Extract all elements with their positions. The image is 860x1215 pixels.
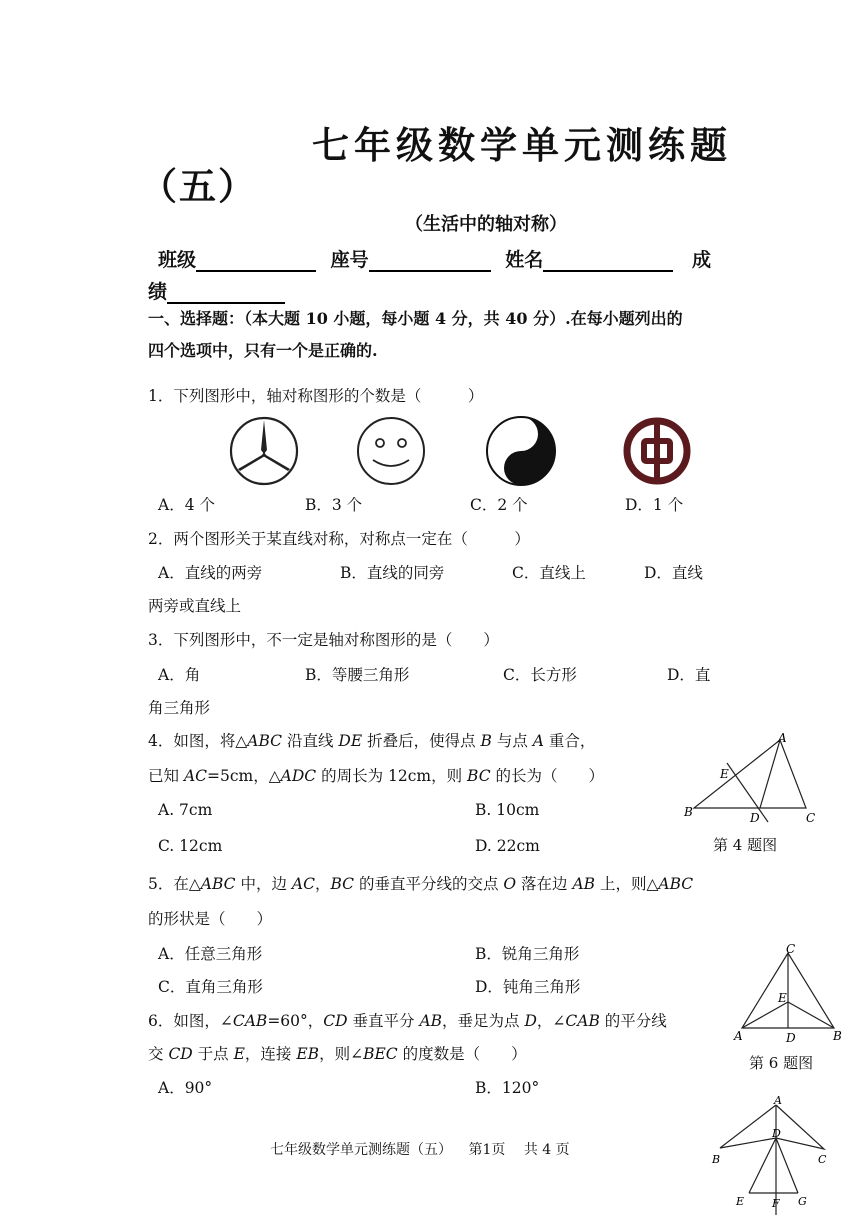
q4-point-d: D	[750, 811, 760, 825]
page-title-suffix: （五）	[140, 164, 257, 208]
q3-option-a[interactable]: A．角	[158, 666, 201, 684]
section-heading-line1: 一、选择题：（本大题 10 小题，每小题 4 分，共 40 分）.在每小题列出的	[148, 309, 683, 328]
score-row	[148, 277, 285, 304]
fig7-point-g: G	[798, 1195, 807, 1208]
name-label: 姓名	[505, 249, 544, 271]
q6-triangle-figure	[732, 940, 844, 1048]
q6-point-a: A	[734, 1029, 743, 1043]
q5-stem-line2: 的形状是（ ）	[148, 910, 273, 928]
q1-option-c[interactable]: C．2 个	[470, 496, 528, 514]
q6-figure-caption: 第 6 题图	[749, 1054, 814, 1072]
section-heading-line2: 四个选项中，只有一个是正确的.	[148, 341, 378, 360]
student-info-row	[158, 245, 673, 272]
q5-option-d[interactable]: D．钝角三角形	[475, 978, 581, 996]
q4-stem-line1: 4．如图，将△ABC 沿直线 DE 折叠后，使得点 B 与点 A 重合，	[148, 732, 596, 750]
q4-option-d[interactable]: D. 22cm	[475, 837, 540, 855]
q2-option-c[interactable]: C．直线上	[512, 564, 586, 582]
q4-option-b[interactable]: B. 10cm	[475, 801, 540, 819]
fig7-point-e: E	[736, 1195, 745, 1208]
q5-stem-line1: 5．在△ABC 中，边 AC，BC 的垂直平分线的交点 O 落在边 AB 上，则△ABC	[148, 875, 694, 893]
q1-option-b[interactable]: B．3 个	[305, 496, 363, 514]
q2-option-d[interactable]: D．直线	[644, 564, 703, 582]
mercedes-logo-icon	[228, 414, 300, 488]
footer-title: 七年级数学单元测练题（五）	[270, 1142, 452, 1158]
fig7-point-f: F	[772, 1197, 780, 1210]
name-blank[interactable]	[543, 250, 673, 272]
fig7-point-c: C	[818, 1153, 827, 1166]
score-label-part1: 成	[692, 249, 712, 271]
q4-point-e: E	[720, 767, 729, 781]
q3-option-b[interactable]: B．等腰三角形	[305, 666, 410, 684]
q7-triangle-figure	[706, 1092, 836, 1215]
q4-option-a[interactable]: A. 7cm	[158, 801, 213, 819]
seat-label: 座号	[330, 249, 369, 271]
q4-point-c: C	[806, 811, 816, 825]
yin-yang-icon	[484, 414, 558, 488]
q1-option-a[interactable]: A．4 个	[158, 496, 215, 514]
smiley-face-icon	[355, 414, 427, 488]
q6-stem-line1: 6．如图，∠CAB=60°，CD 垂直平分 AB，垂足为点 D，∠CAB 的平分线	[148, 1012, 667, 1030]
q6-point-d: D	[786, 1031, 796, 1045]
q3-option-d-continued: 角三角形	[148, 699, 211, 717]
q1-stem: 1．下列图形中，轴对称图形的个数是（ ）	[148, 387, 484, 405]
q6-option-a[interactable]: A．90°	[158, 1079, 213, 1097]
q6-option-b[interactable]: B．120°	[475, 1079, 540, 1097]
q5-option-a[interactable]: A．任意三角形	[158, 945, 263, 963]
q6-point-b: B	[833, 1029, 842, 1043]
q4-stem-line2: 已知 AC=5cm，△ADC 的周长为 12cm，则 BC 的长为（ ）	[148, 767, 605, 785]
class-blank[interactable]	[196, 250, 316, 272]
fig7-point-a: A	[774, 1094, 782, 1107]
q4-figure-caption: 第 4 题图	[713, 836, 778, 854]
page-footer	[270, 1139, 570, 1159]
score-label-part2: 绩	[148, 281, 168, 303]
q4-triangle-figure	[680, 730, 825, 830]
q1-option-d[interactable]: D．1 个	[625, 496, 684, 514]
q5-option-b[interactable]: B．锐角三角形	[475, 945, 580, 963]
q6-stem-line2: 交 CD 于点 E，连接 EB，则∠BEC 的度数是（ ）	[148, 1045, 527, 1063]
page-subtitle: （生活中的轴对称）	[405, 214, 567, 235]
fig7-point-d: D	[772, 1127, 781, 1140]
footer-page-number: 第1页	[468, 1142, 506, 1158]
q3-option-d[interactable]: D．直	[667, 666, 711, 684]
page-title: 七年级数学单元测练题	[312, 123, 732, 167]
q2-stem: 2．两个图形关于某直线对称，对称点一定在（ ）	[148, 530, 530, 548]
q4-point-a: A	[778, 731, 787, 745]
q4-option-c[interactable]: C. 12cm	[158, 837, 223, 855]
seat-blank[interactable]	[369, 250, 491, 272]
q2-option-b[interactable]: B．直线的同旁	[340, 564, 445, 582]
q6-point-e: E	[778, 991, 787, 1005]
q5-option-c[interactable]: C．直角三角形	[158, 978, 263, 996]
q6-point-c: C	[786, 942, 796, 956]
q2-option-a[interactable]: A．直线的两旁	[158, 564, 263, 582]
score-blank[interactable]	[167, 282, 285, 304]
class-label: 班级	[158, 249, 197, 271]
fig7-point-b: B	[712, 1153, 721, 1166]
footer-total-pages: 共 4 页	[523, 1142, 570, 1158]
q4-point-b: B	[684, 805, 693, 819]
q3-stem: 3．下列图形中，不一定是轴对称图形的是（ ）	[148, 631, 499, 649]
q2-option-d-continued: 两旁或直线上	[148, 597, 242, 615]
q3-option-c[interactable]: C．长方形	[503, 666, 577, 684]
bank-of-china-logo-icon	[620, 414, 694, 488]
